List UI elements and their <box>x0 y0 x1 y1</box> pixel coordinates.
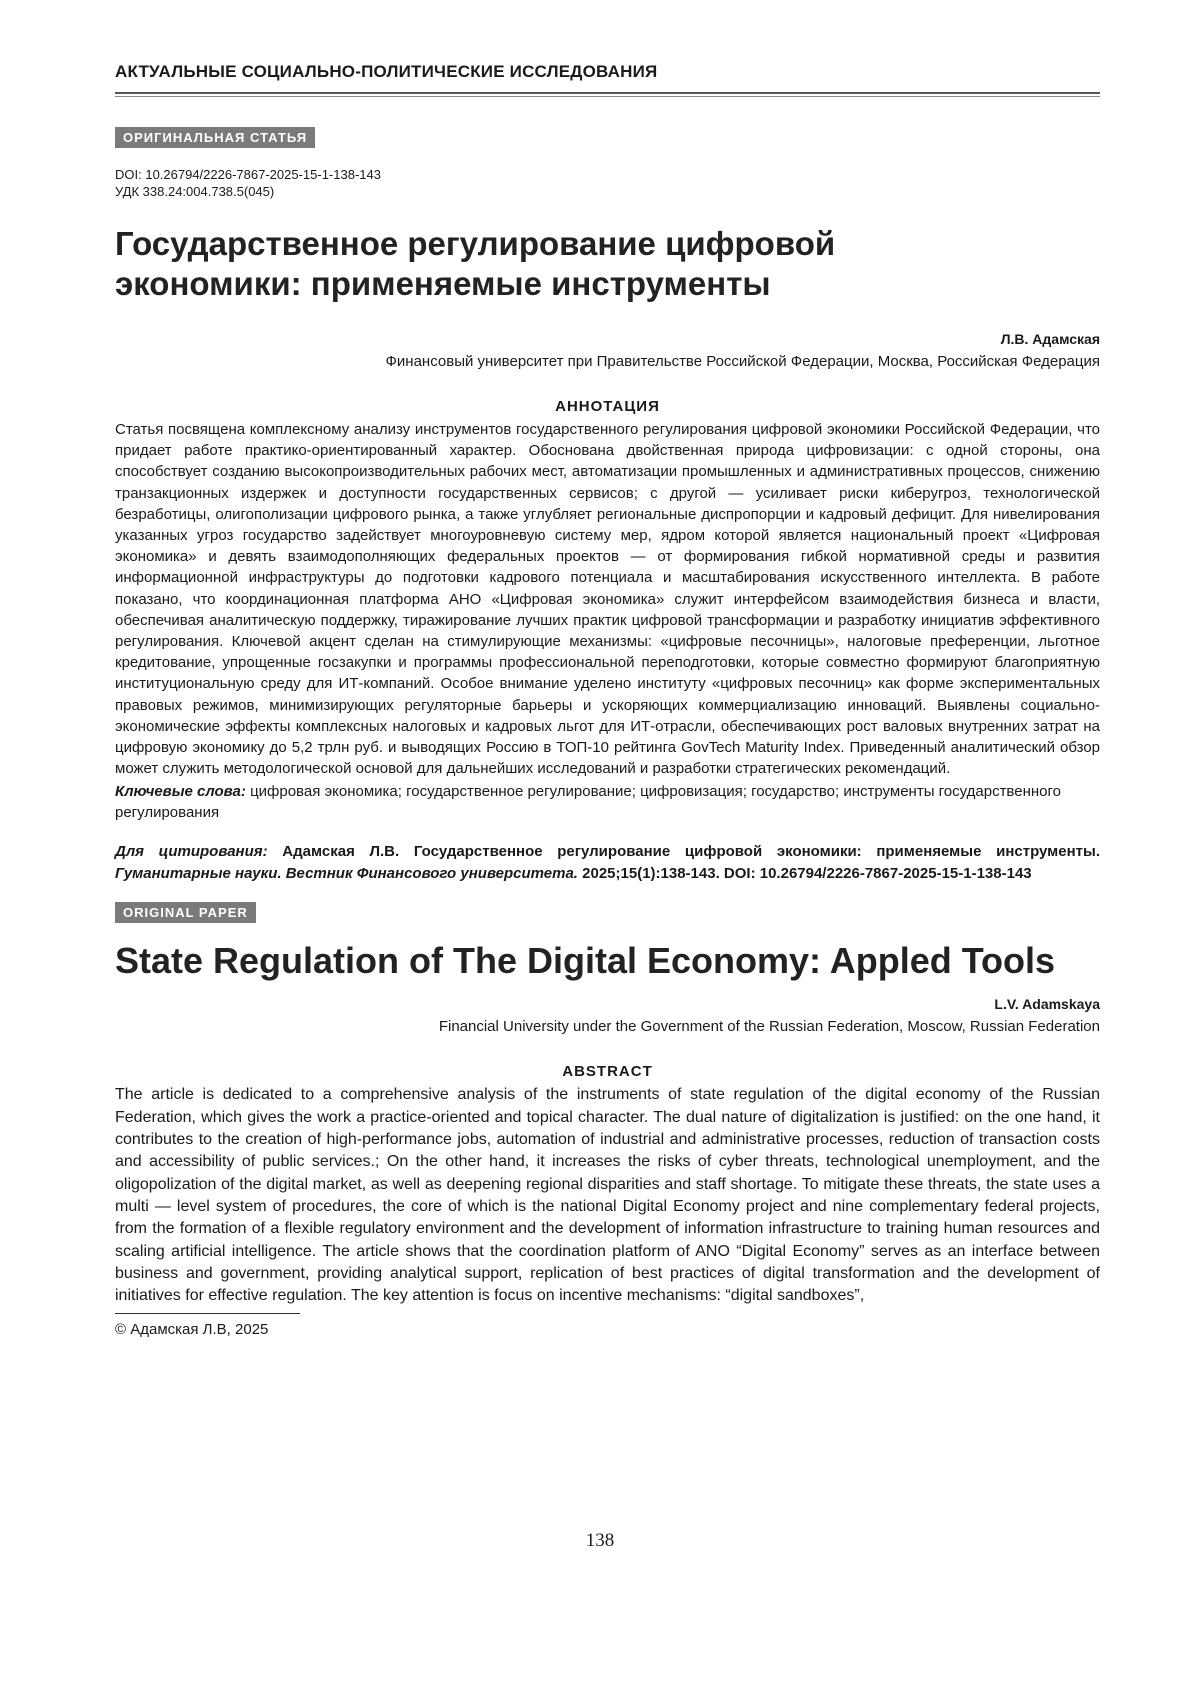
article-title-ru <box>115 224 1100 304</box>
citation-journal: Гуманитарные науки. Вестник Финансового университета. <box>115 865 578 882</box>
affiliation-ru: Финансовый университет при Правительстве Российской Федерации, Москва, Российская Федерация <box>115 352 1100 372</box>
abstract-ru: Статья посвящена комплексному анализу инструментов государственного регулирования цифровой экономики Российской Федерации, что придает работе практико-ориентированный характер. Обоснована двойственная природа цифровизации: с одной стороны, она способствует созданию высокопроизводительных рабочих мест, автоматизации промышленных и административных процессов, снижению транзакционных издержек и доступности государственных сервисов; с другой — усиливает риски киберугроз, технологической безработицы, олигополизации цифрового рынка, а также углубляет региональные диспропорции и кадровый дефицит. Для нивелирования указанных угроз государство задействует многоуровневую систему мер, ядром которой является национальный проект «Цифровая экономика» и девять взаимодополняющих федеральных проектов — от формирования гибкой нормативной среды и развития информационной инфраструктуры до подготовки кадрового потенциала и масштабирования искусственного интеллекта. В работе показано, что координационная платформа АНО «Цифровая экономика» служит интерфейсом взаимодействия бизнеса и власти, обеспечивая аналитическую поддержку, тиражирование лучших практик цифровой трансформации и разработку инициатив эффективного регулирования. Ключевой акцент сделан на стимулирующие механизмы: «цифровые песочницы», налоговые преференции, льготное кредитование, упрощенные госзакупки и программы профессиональной переподготовки, которые совместно формируют благоприятную институциональную среду для ИТ-компаний. Особое внимание уделено институту «цифровых песочниц» как форме экспериментальных правовых режимов, минимизирующих регуляторные барьеры и ускоряющих коммерциализацию инноваций. Выявлены социально-экономические эффекты комплексных налоговых и кадровых льгот для ИТ-отрасли, обеспечивающих рост валовых внутренних затрат на цифровую экономику до 5,2 трлн руб. и выводящих Россию в ТОП-10 рейтинга GovTech Maturity Index. Приведенный аналитический обзор может служить методологической основой для дальнейших исследований и разработки стратегических рекомендаций. <box>115 419 1100 779</box>
journal-section-header: АКТУАЛЬНЫЕ СОЦИАЛЬНО-ПОЛИТИЧЕСКИЕ ИССЛЕДОВАНИЯ <box>115 62 1100 82</box>
article-type-tag-en: ORIGINAL PAPER <box>115 902 256 923</box>
affiliation-en: Financial University under the Government of the Russian Federation, Moscow, Russian Federation <box>115 1017 1100 1037</box>
article-title-en: State Regulation of The Digital Economy: Appled Tools <box>115 939 1100 983</box>
citation-label: Для цитирования: <box>115 843 268 860</box>
author-ru: Л.В. Адамская <box>115 330 1100 348</box>
doi: DOI: 10.26794/2226-7867-2025-15-1-138-143 <box>115 166 1100 183</box>
keywords-ru <box>115 781 1100 823</box>
header-rule <box>115 92 1100 97</box>
abstract-en: The article is dedicated to a comprehensive analysis of the instruments of state regulation of the digital economy of the Russian Federation, which gives the work a practice-oriented and topical character. The dual nature of digitalization is justified: on the one hand, it contributes to the creation of high-performance jobs, automation of industrial and administrative processes, reduction of transaction costs and accessibility of public services.; On the other hand, it increases the risks of cyber threats, technological unemployment, and the oligopolization of the digital market, as well as deepening regional disparities and staff shortage. To mitigate these threats, the state uses a multi — level system of procedures, the core of which is the national Digital Economy project and nine complementary federal projects, from the formation of a flexible regulatory environment and the development of information infrastructure to training human resources and scaling artificial intelligence. The article shows that the coordination platform of ANO “Digital Economy” serves as an interface between business and government, providing analytical support, replication of best practices of digital transformation and the development of initiatives for effective regulation. The key attention is focus on incentive mechanisms: “digital sandboxes”, <box>115 1084 1100 1307</box>
citation-block <box>115 841 1100 884</box>
article-type-tag-ru: ОРИГИНАЛЬНАЯ СТАТЬЯ <box>115 127 315 148</box>
page-number: 138 <box>0 1530 1200 1552</box>
copyright-note: © Адамская Л.В, 2025 <box>115 1320 1100 1340</box>
abstract-heading-en: ABSTRACT <box>115 1063 1100 1080</box>
title-ru-line-1: Государственное регулирование цифровой <box>115 225 835 262</box>
keywords-label: Ключевые слова: <box>115 783 246 800</box>
udk: УДК 338.24:004.738.5(045) <box>115 183 1100 200</box>
article-page <box>115 62 1100 1340</box>
abstract-heading-ru: АННОТАЦИЯ <box>115 398 1100 415</box>
footnote-rule <box>115 1313 300 1314</box>
title-ru-line-2: экономики: применяемые инструменты <box>115 265 771 302</box>
keywords-text: цифровая экономика; государственное регулирование; цифровизация; государство; инструменты государственного регулирования <box>115 783 1061 821</box>
citation-text: Адамская Л.В. Государственное регулирование цифровой экономики: применяемые инструменты. <box>282 843 1100 860</box>
citation-tail: 2025;15(1):138-143. DOI: 10.26794/2226-7867-2025-15-1-138-143 <box>582 865 1031 882</box>
author-en: L.V. Adamskaya <box>115 995 1100 1013</box>
article-identifiers <box>115 166 1100 200</box>
